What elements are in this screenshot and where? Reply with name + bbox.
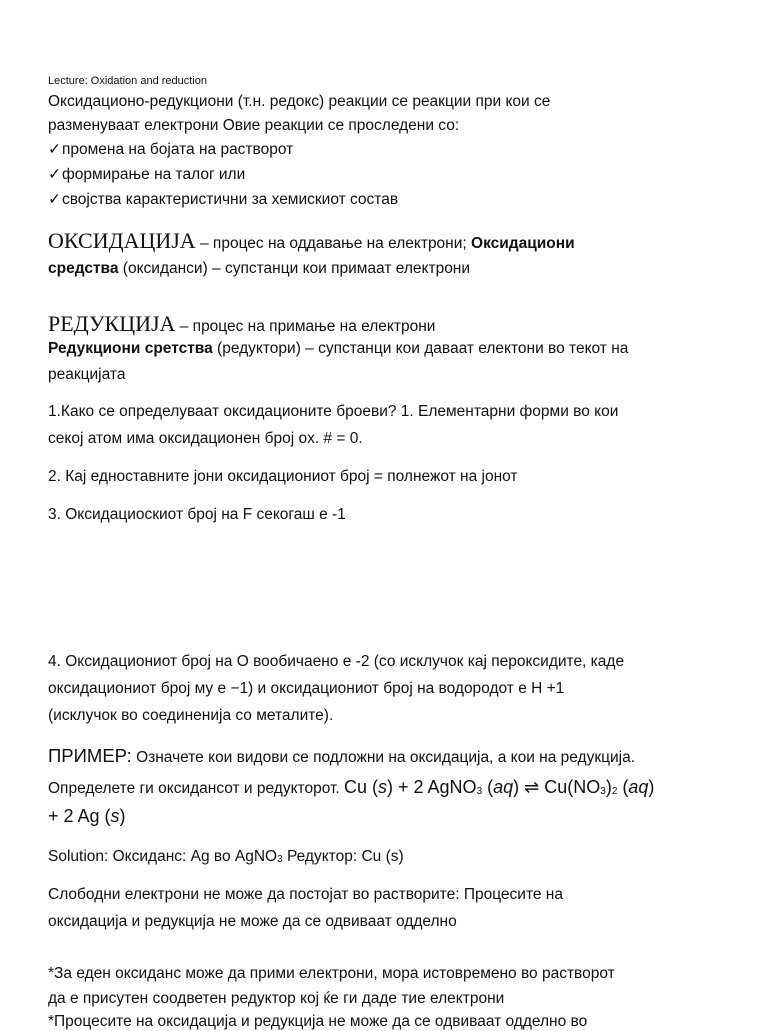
rule-1-line-2: секој атом има оксидационен број ox. # = 0. (48, 430, 363, 447)
reduction-definition: РЕДУКЦИЈА – процес на примање на електрони (48, 311, 436, 336)
reducing-agents-line-2: реакцијата (48, 366, 126, 383)
note-1-line-2: да е присутен соодветен редуктор кој ќе ги даде тие електрони (48, 990, 505, 1007)
rule-2: 2. Кај едноставните јони оксидациониот број = полнежот на јонот (48, 468, 518, 485)
example-line-1: ПРИМЕР: Означете кои видови се подложни на оксидација, а кои на редукција. (48, 745, 636, 766)
rule-4-line-2: оксидациониот број му е −1) и оксидациониот број на водородот е H +1 (48, 680, 565, 697)
reaction-equation-line-2: + 2 Ag (s) (48, 806, 126, 826)
free-electrons-line-1: Слободни електрони не може да постојат во растворите: Процесите на (48, 886, 563, 903)
reaction-equation: Cu (s) + 2 AgNO$_3$ (aq) ⇌ $Cu(NO_3)_2$ (aq) (344, 777, 655, 797)
check-icon: ✓ (48, 141, 61, 158)
example-title: ПРИМЕР: (48, 745, 132, 766)
reduction-title: РЕДУКЦИЈА (48, 311, 176, 336)
check-icon: ✓ (48, 166, 61, 183)
intro-line-2: разменуваат електрони Овие реакции се проследени со: (48, 117, 460, 134)
rule-4-line-1: 4. Оксидациониот број на O вообичаено е -2 (со исклучок кај пероксидите, каде (48, 653, 625, 670)
rule-3: 3. Оксидациоскиот број на F секогаш е -1 (48, 506, 346, 523)
solution: Solution: Оксиданс: Ag во AgNO$_3$ Редуктор: Cu (s) (48, 848, 404, 865)
oxidation-title: ОКСИДАЦИЈА (48, 228, 196, 253)
rule-1-line-1: 1.Како се определуваат оксидационите броеви? 1. Елементарни форми во кои (48, 403, 619, 420)
note-2-line-1: *Процесите на оксидација и редукција не може да се одвиваат одделно во (48, 1013, 588, 1030)
lecture-header: Lecture: Oxidation and reduction (48, 75, 207, 87)
rule-4-line-3: (исклучок во соединенија со металите). (48, 707, 334, 724)
oxidation-definition: ОКСИДАЦИЈА – процес на оддавање на електрони; Оксидациони (48, 228, 575, 253)
oxidizing-agents: средства (оксиданси) – супстанци кои примаат електрони (48, 260, 471, 277)
intro-line-1: Оксидационо-редукциони (т.н. редокс) реакции се реакции при кои се (48, 93, 551, 110)
free-electrons-line-2: оксидација и редукција не може да се одвиваат одделно (48, 913, 457, 930)
example-line-2: Определете ги оксидансот и редукторот. Cu (s) + 2 AgNO$_3$ (aq) ⇌ $Cu(NO_3)_2$ (aq) (48, 777, 655, 797)
check-icon: ✓ (48, 191, 61, 208)
check-item-1: ✓промена на бојата на растворот (48, 141, 294, 158)
note-1-line-1: *За еден оксиданс може да прими електрони, мора истовремено во растворот (48, 965, 615, 982)
reducing-agents: Редукциони сретства (редуктори) – супстанци кои даваат електони во текот на (48, 340, 629, 357)
check-item-3: ✓својства карактеристични за хемискиот состав (48, 191, 399, 208)
check-item-2: ✓формирање на талог или (48, 166, 246, 183)
